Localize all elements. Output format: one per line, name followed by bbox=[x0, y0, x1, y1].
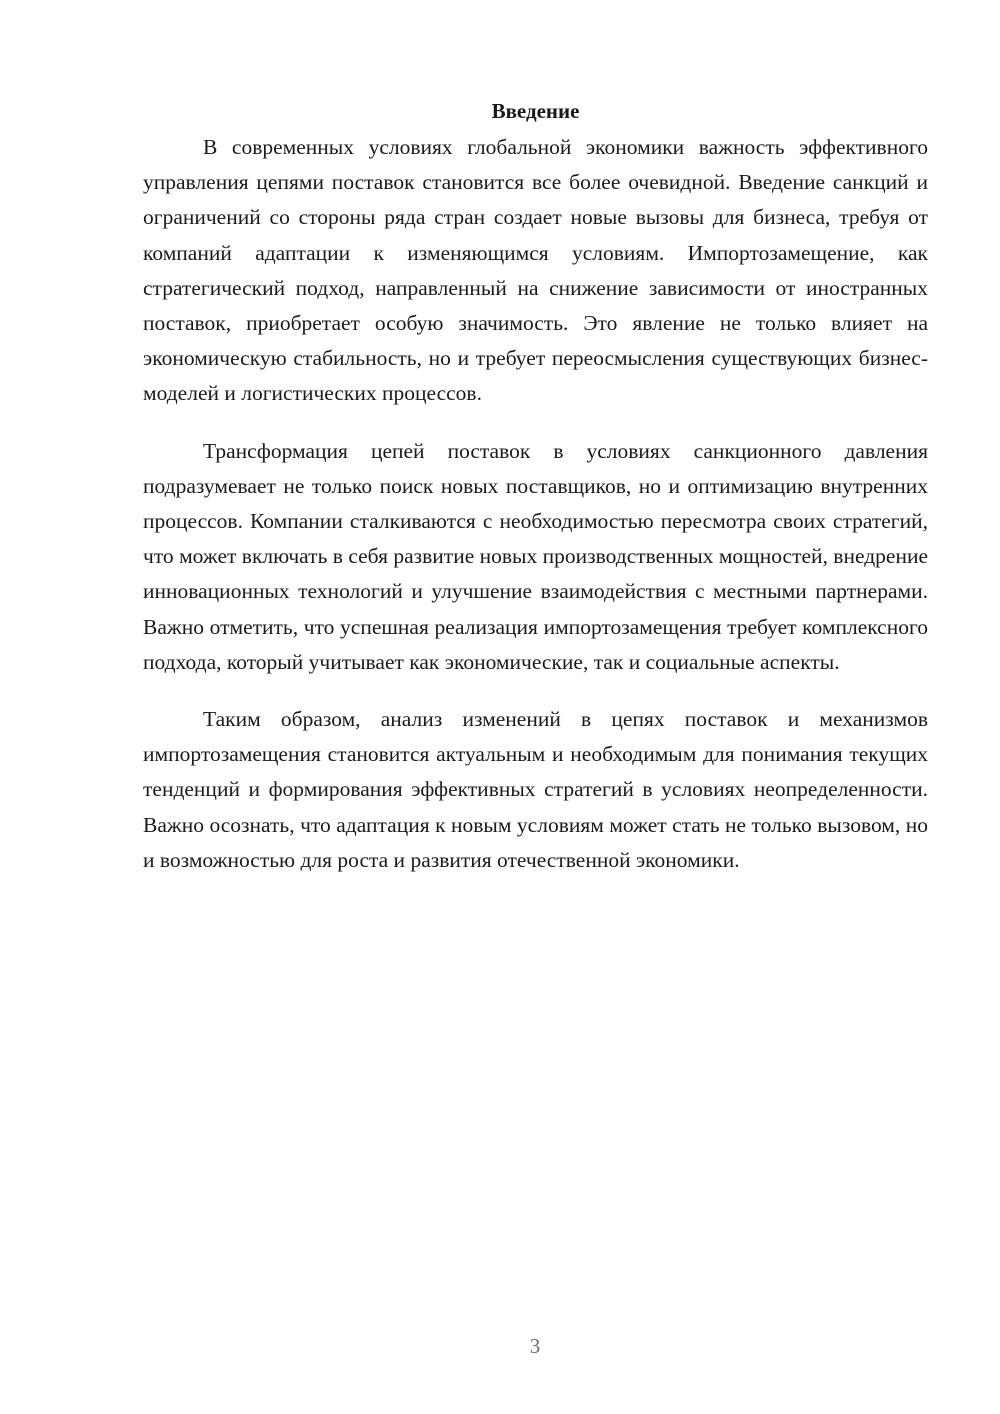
paragraph-2: Трансформация цепей поставок в условиях санкционного давления подразумевает не только поиск новых поставщиков, но и оптимизацию внутренних процессов. Компании сталкиваются с необходимостью пересмотра своих стратегий, что может включать в себя развитие новых производственных мощностей, внедрение инновационных технологий и улучшение взаимодействия с местными партнерами. Важно отметить, что успешная реализация импортозамещения требует комплексного подхода, который учитывает как экономические, так и социальные аспекты. bbox=[143, 438, 928, 674]
paragraph-1: В современных условиях глобальной экономики важность эффективного управления цепями поставок становится все более очевидной. Введение санкций и ограничений со стороны ряда стран создает новые вызовы для бизнеса, требуя от компаний адаптации к изменяющимся условиям. Импортозамещение, как стратегический подход, направленный на снижение зависимости от иностранных поставок, приобретает особую значимость. Это явление не только влияет на экономическую стабильность, но и требует переосмысления существующих бизнес-моделей и логистических процессов. bbox=[143, 135, 928, 406]
paragraph-3: Таким образом, анализ изменений в цепях поставок и механизмов импортозамещения становится актуальным и необходимым для понимания текущих тенденций и формирования эффективных стратегий в условиях неопределенности. Важно осознать, что адаптация к новым условиям может стать не только вызовом, но и возможностью для роста и развития отечественной экономики. bbox=[143, 707, 928, 872]
section-heading: Введение bbox=[491, 99, 580, 123]
document-body bbox=[143, 96, 928, 900]
page-number: 3 bbox=[529, 1334, 541, 1358]
